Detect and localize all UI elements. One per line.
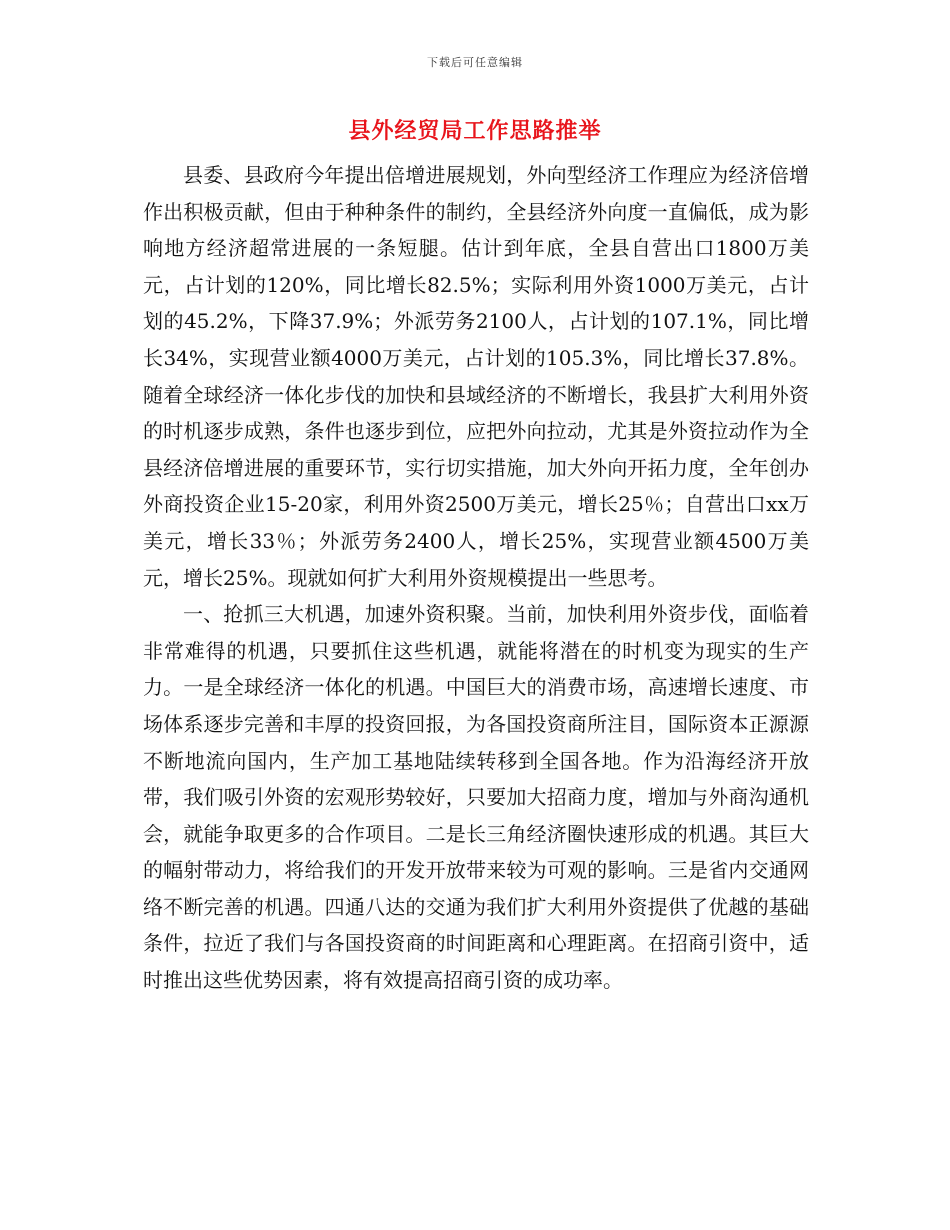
header-note: 下载后可任意编辑	[427, 56, 523, 69]
document-body	[143, 157, 809, 999]
paragraph-section-one: 一、抢抓三大机遇，加速外资积聚。当前，加快利用外资步伐，面临着非常难得的机遇，只要抓住这些机遇，就能将潜在的时机变为现实的生产力。一是全球经济一体化的机遇。中国巨大的消费市场，高速增长速度、市场体系逐步完善和丰厚的投资回报，为各国投资商所注目，国际资本正源源不断地流向国内，生产加工基地陆续转移到全国各地。作为沿海经济开放带，我们吸引外资的宏观形势较好，只要加大招商力度，增加与外商沟通机会，就能争取更多的合作项目。二是长三角经济圈快速形成的机遇。其巨大的幅射带动力，将给我们的开发开放带来较为可观的影响。三是省内交通网络不断完善的机遇。四通八达的交通为我们扩大利用外资提供了优越的基础条件，拉近了我们与各国投资商的时间距离和心理距离。在招商引资中，适时推出这些优势因素，将有效提高招商引资的成功率。	[143, 602, 809, 993]
document-title: 县外经贸局工作思路推举	[348, 118, 602, 144]
paragraph-intro: 县委、县政府今年提出倍增进展规划，外向型经济工作理应为经济倍增作出积极贡献，但由于种种条件的制约，全县经济外向度一直偏低，成为影响地方经济超常进展的一条短腿。估计到年底，全县自营出口1800万美元，占计划的120%，同比增长82.5%；实际利用外资1000万美元，占计划的45.2%，下降37.9%；外派劳务2100人，占计划的107.1%，同比增长34%，实现营业额4000万美元，占计划的105.3%，同比增长37.8%。随着全球经济一体化步伐的加快和县域经济的不断增长，我县扩大利用外资的时机逐步成熟，条件也逐步到位，应把外向拉动，尤其是外资拉动作为全县经济倍增进展的重要环节，实行切实措施，加大外向开拓力度，全年创办外商投资企业15-20家，利用外资2500万美元，增长25％；自营出口xx万美元，增长33％；外派劳务2400人，增长25%，实现营业额4500万美元，增长25%。现就如何扩大利用外资规模提出一些思考。	[143, 163, 809, 590]
